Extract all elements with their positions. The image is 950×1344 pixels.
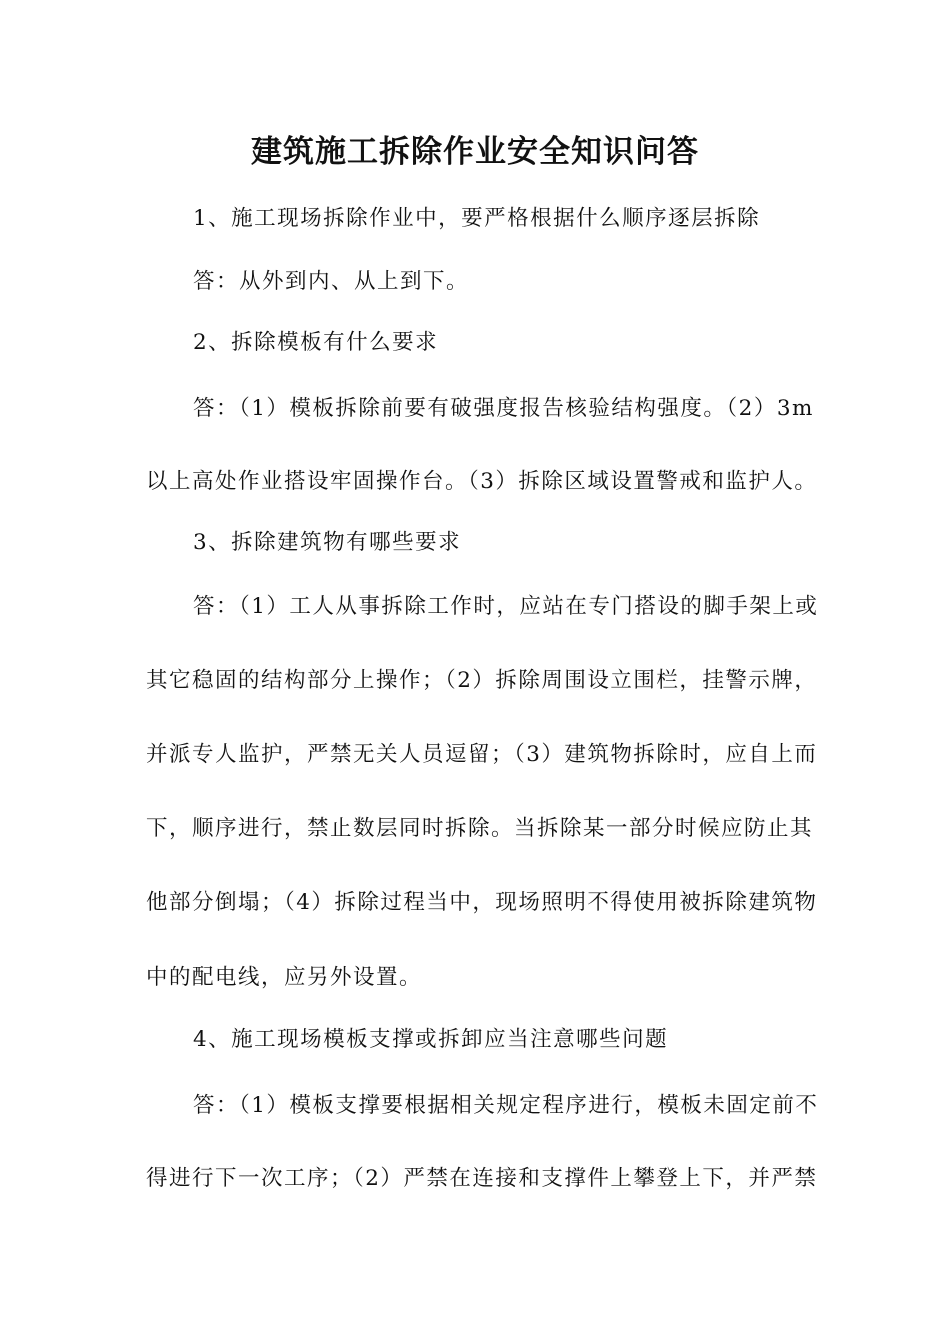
answer-2-line-1: 答：（1）模板拆除前要有破强度报告核验结构强度。（2）3m (193, 396, 814, 421)
answer-3-line-5: 他部分倒塌；（4）拆除过程当中，现场照明不得使用被拆除建筑物 (146, 890, 818, 915)
question-4: 4、施工现场模板支撑或拆卸应当注意哪些问题 (193, 1027, 669, 1052)
answer-4-line-1: 答：（1）模板支撑要根据相关规定程序进行，模板未固定前不 (193, 1093, 819, 1118)
question-3: 3、拆除建筑物有哪些要求 (193, 530, 462, 555)
answer-3-line-4: 下，顺序进行，禁止数层同时拆除。当拆除某一部分时候应防止其 (146, 816, 814, 841)
answer-1: 答：从外到内、从上到下。 (193, 269, 470, 294)
question-1: 1、施工现场拆除作业中，要严格根据什么顺序逐层拆除 (193, 206, 761, 231)
answer-2-line-2: 以上高处作业搭设牢固操作台。（3）拆除区域设置警戒和监护人。 (146, 469, 818, 494)
document-title: 建筑施工拆除作业安全知识问答 (251, 134, 699, 170)
answer-3-line-2: 其它稳固的结构部分上操作；（2）拆除周围设立围栏，挂警示牌， (146, 668, 818, 693)
answer-3-line-3: 并派专人监护，严禁无关人员逗留；（3）建筑物拆除时，应自上而 (146, 742, 818, 767)
answer-4-line-2: 得进行下一次工序；（2）严禁在连接和支撑件上攀登上下，并严禁 (146, 1166, 818, 1191)
answer-3-line-6: 中的配电线，应另外设置。 (146, 965, 423, 990)
question-2: 2、拆除模板有什么要求 (193, 330, 439, 355)
answer-3-line-1: 答：（1）工人从事拆除工作时，应站在专门搭设的脚手架上或 (193, 594, 819, 619)
